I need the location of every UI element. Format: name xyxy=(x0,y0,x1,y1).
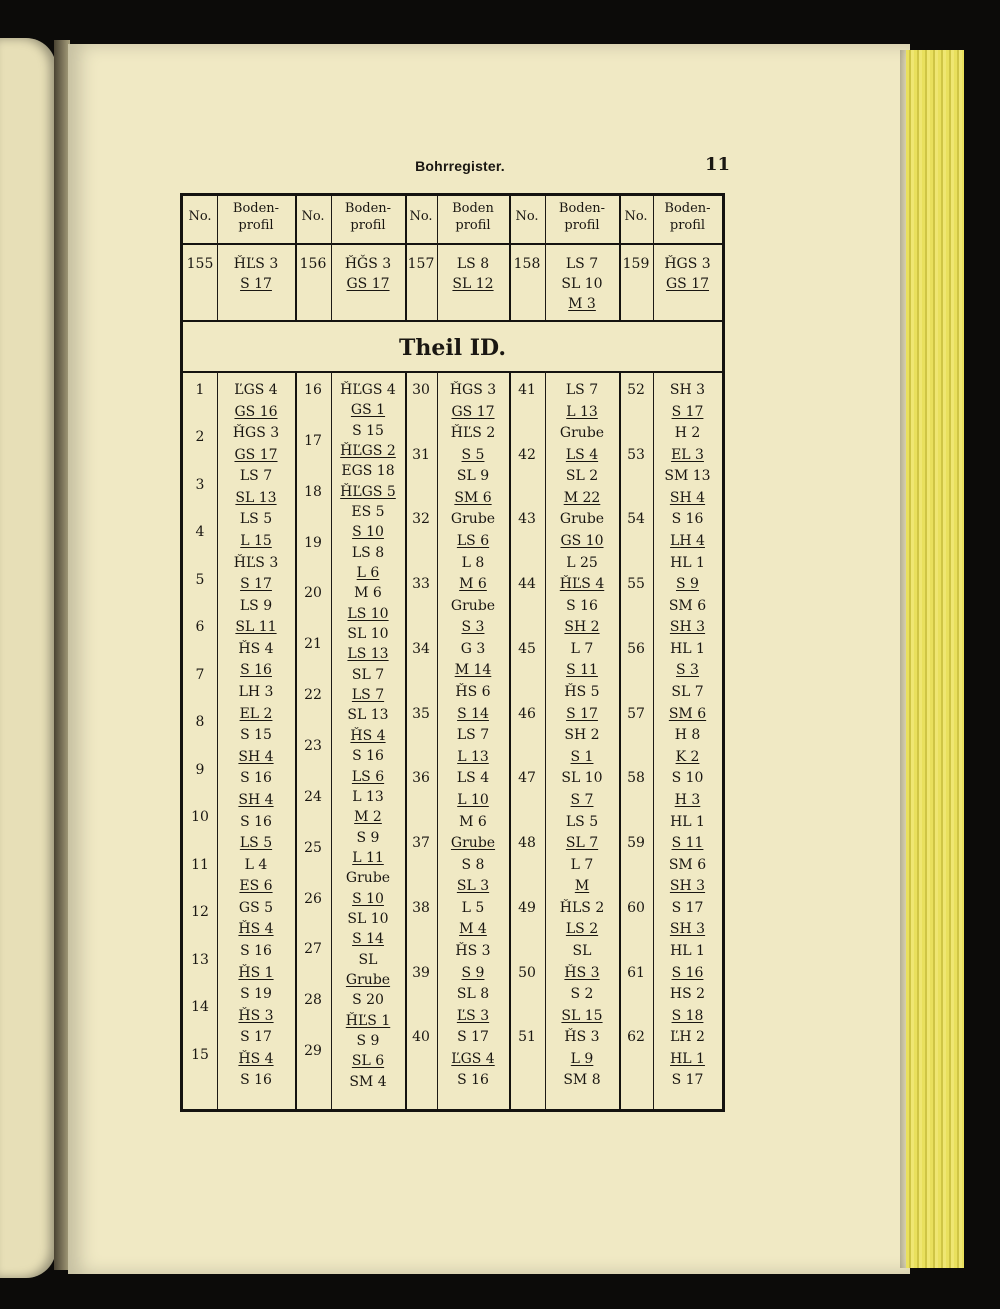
page-edges xyxy=(906,50,964,1268)
soil-profile-line: L 7 xyxy=(570,856,594,873)
soil-profile-line: S 9 xyxy=(356,829,380,846)
soil-profile-line: Grube xyxy=(559,425,605,442)
bore-register-table xyxy=(180,193,725,1112)
entry-number: 21 xyxy=(304,636,322,653)
entry-number: 40 xyxy=(412,1029,430,1046)
header-rule xyxy=(183,243,722,245)
soil-profile-line: M 2 xyxy=(354,809,382,826)
entry-number: 31 xyxy=(412,446,430,463)
soil-profile-line: SL 10 xyxy=(561,770,603,787)
entry-number: 36 xyxy=(412,770,430,787)
soil-profile-line: SL 3 xyxy=(456,878,490,895)
soil-profile-line: S 10 xyxy=(352,524,384,541)
soil-profile-line: ȞS 3 xyxy=(238,1007,274,1024)
soil-profile-line: S 16 xyxy=(240,813,272,830)
soil-profile-line: S 1 xyxy=(570,748,594,765)
soil-profile-line: L 7 xyxy=(570,640,594,657)
soil-profile-line: SH 2 xyxy=(564,619,600,636)
column-rule xyxy=(509,371,511,1109)
entry-number: 55 xyxy=(627,576,645,593)
page-number: 11 xyxy=(704,154,730,175)
soil-profile-line: LS 5 xyxy=(565,813,599,830)
running-title: Bohrregister. xyxy=(415,158,505,174)
soil-profile-line: M 22 xyxy=(563,489,601,506)
entry-number: 41 xyxy=(518,382,536,398)
entry-number: 37 xyxy=(412,835,430,852)
entry-number: 50 xyxy=(518,964,536,981)
soil-profile-line: LS 7 xyxy=(565,382,599,398)
soil-profile-line: ȞĽS 3 xyxy=(233,554,279,571)
entry-number: 12 xyxy=(191,904,209,921)
soil-profile-line: K 2 xyxy=(675,748,700,765)
entry-number: 27 xyxy=(304,941,322,958)
soil-profile-line: L 4 xyxy=(244,856,268,873)
entry-number: 45 xyxy=(518,640,536,657)
soil-profile-line: SL 6 xyxy=(351,1053,385,1070)
entry-number: 9 xyxy=(195,761,205,778)
soil-profile-line: SH 3 xyxy=(669,619,706,636)
soil-profile-line: SL 7 xyxy=(671,684,704,701)
soil-profile-line: L 13 xyxy=(457,748,489,765)
soil-profile-line: SL 10 xyxy=(347,910,389,927)
entry-number: 19 xyxy=(304,534,322,551)
entry-number: 22 xyxy=(304,687,322,704)
entry-number: 42 xyxy=(518,446,536,463)
soil-profile-line: SM 6 xyxy=(668,705,707,722)
entry-number: 52 xyxy=(627,382,645,398)
entry-number: 59 xyxy=(627,835,645,852)
soil-profile-line: ȞS 4 xyxy=(238,1050,274,1067)
soil-profile-line: L 6 xyxy=(356,565,380,582)
soil-profile-line: GS 17 xyxy=(451,403,495,420)
entry-number: 4 xyxy=(195,524,205,541)
soil-profile-line: LS 4 xyxy=(456,770,490,787)
soil-profile-line: S 17 xyxy=(240,576,272,593)
entry-number: 60 xyxy=(627,899,645,916)
entry-number: 15 xyxy=(191,1046,209,1063)
soil-profile-line: EGS 18 xyxy=(341,463,395,480)
soil-profile-line: SM 6 xyxy=(668,856,707,873)
soil-profile-line: S 17 xyxy=(671,403,704,420)
soil-profile-line: ȞĽGS 4 xyxy=(340,382,396,398)
soil-profile-line: SM 4 xyxy=(349,1073,387,1090)
soil-profile-line: SL 10 xyxy=(347,626,389,643)
entry-number: 43 xyxy=(518,511,536,528)
entry-number: 44 xyxy=(518,576,536,593)
soil-profile-line: S 16 xyxy=(671,511,704,528)
soil-profile-line: S 9 xyxy=(461,964,485,981)
entry-number: 13 xyxy=(191,951,209,968)
soil-profile-line: S 2 xyxy=(570,986,594,1003)
header-boden-profil: Boden- profil xyxy=(344,201,392,233)
entry-number: 11 xyxy=(191,856,209,873)
soil-profile-line: S 16 xyxy=(671,964,704,981)
soil-profile-line: SL 13 xyxy=(235,489,277,506)
header-boden-profil: Boden- profil xyxy=(558,201,606,233)
entry-number: 53 xyxy=(627,446,645,463)
soil-profile-line: G 3 xyxy=(460,640,486,657)
entry-number: 155 xyxy=(186,256,214,272)
entry-number: 58 xyxy=(627,770,645,787)
soil-profile-line: ȞS 4 xyxy=(238,921,274,938)
entry-number: 157 xyxy=(407,256,435,272)
soil-profile-line: LS 13 xyxy=(347,646,389,663)
header-boden-profil: Boden profil xyxy=(452,201,494,233)
soil-profile-line: S 20 xyxy=(352,992,384,1009)
entry-number: 23 xyxy=(304,738,322,754)
soil-profile-line: ĽS 3 xyxy=(456,1007,490,1024)
soil-profile-line: ȞS 1 xyxy=(238,964,274,981)
soil-profile-line: SH 2 xyxy=(564,727,600,744)
soil-profile-line: M 6 xyxy=(354,585,382,602)
soil-profile-line: S 10 xyxy=(671,770,704,787)
soil-profile-line: SL xyxy=(572,942,592,959)
soil-profile-line: ȞGS 3 xyxy=(664,256,711,272)
soil-profile-line: SM 13 xyxy=(664,468,711,485)
soil-profile-line: LS 7 xyxy=(239,468,273,485)
soil-profile-line: Grube xyxy=(450,511,496,528)
soil-profile-line: ȞĽGS 5 xyxy=(340,483,396,500)
soil-profile-line: S 16 xyxy=(457,1072,489,1089)
soil-profile-line: SM 8 xyxy=(563,1072,601,1089)
entry-number: 26 xyxy=(304,890,322,907)
entry-number: 8 xyxy=(195,714,205,731)
soil-profile-line: ȞS 4 xyxy=(350,727,386,744)
entry-number: 48 xyxy=(518,835,536,852)
soil-profile-line: ȞĽS 2 xyxy=(450,425,496,442)
header-no: No. xyxy=(409,209,433,224)
entry-number: 156 xyxy=(299,256,327,272)
soil-profile-line: ȞĽGS 2 xyxy=(340,443,396,460)
soil-profile-line: L 13 xyxy=(352,788,384,805)
entry-number: 10 xyxy=(191,809,209,826)
soil-profile-line: S 15 xyxy=(240,727,272,744)
soil-profile-line: S 3 xyxy=(676,662,699,679)
soil-profile-line: M 4 xyxy=(459,921,487,938)
entry-number: 7 xyxy=(195,666,205,683)
soil-profile-line: S 11 xyxy=(671,835,704,852)
soil-profile-line: SL 15 xyxy=(561,1007,603,1024)
entry-number: 33 xyxy=(412,576,430,593)
soil-profile-line: L 11 xyxy=(352,849,384,866)
soil-profile-line: S 11 xyxy=(566,662,598,679)
soil-profile-line: S 5 xyxy=(461,446,485,463)
soil-profile-line: ȞĽS 4 xyxy=(559,576,605,593)
soil-profile-line: H 2 xyxy=(674,425,701,442)
soil-profile-line: HL 1 xyxy=(670,554,705,571)
soil-profile-line: SM 6 xyxy=(668,597,707,614)
entry-number: 30 xyxy=(412,382,430,398)
entry-number: 16 xyxy=(304,382,322,398)
soil-profile-line: S 14 xyxy=(457,705,489,722)
entry-number: 18 xyxy=(304,483,322,500)
entry-number: 56 xyxy=(627,640,645,657)
soil-profile-line: L 10 xyxy=(457,791,489,808)
soil-profile-line: SL 9 xyxy=(456,468,490,485)
column-rule xyxy=(619,371,621,1109)
soil-profile-line: GS 17 xyxy=(234,446,278,463)
soil-profile-line: LS 6 xyxy=(456,533,490,550)
soil-profile-line: LS 4 xyxy=(565,446,599,463)
soil-profile-line: SM 6 xyxy=(454,489,492,506)
soil-profile-line: SH 3 xyxy=(669,878,706,895)
entry-number: 35 xyxy=(412,705,430,722)
soil-profile-line: L 25 xyxy=(566,554,598,571)
entry-number: 46 xyxy=(518,705,536,722)
entry-number: 24 xyxy=(304,788,322,805)
soil-profile-line: S 19 xyxy=(240,986,272,1003)
soil-profile-line: S 9 xyxy=(676,576,699,593)
soil-profile-line: SH 4 xyxy=(238,791,274,808)
soil-profile-line: S 16 xyxy=(240,662,272,679)
entry-number: 32 xyxy=(412,511,430,528)
soil-profile-line: ȞGS 3 xyxy=(232,425,280,442)
soil-profile-line: L 15 xyxy=(240,533,272,550)
entry-number: 62 xyxy=(627,1029,645,1046)
header-no: No. xyxy=(624,209,648,224)
soil-profile-line: HL 1 xyxy=(670,813,705,830)
soil-profile-line: ȞS 3 xyxy=(564,1029,600,1046)
soil-profile-line: S 17 xyxy=(671,899,704,916)
soil-profile-line: M 3 xyxy=(568,296,596,312)
soil-profile-line: ȞS 3 xyxy=(455,942,491,959)
soil-profile-line: ȞĽS 1 xyxy=(345,1012,391,1029)
soil-profile-line: Grube xyxy=(345,870,391,887)
soil-profile-line: H 3 xyxy=(674,791,701,808)
entry-number: 54 xyxy=(627,511,645,528)
header-boden-profil: Boden- profil xyxy=(232,201,280,233)
soil-profile-line: GS 1 xyxy=(350,402,386,419)
header-no: No. xyxy=(515,209,539,224)
entry-number: 39 xyxy=(412,964,430,981)
soil-profile-line: S 9 xyxy=(356,1032,380,1049)
soil-profile-line: ES 5 xyxy=(351,504,385,521)
soil-profile-line: ĽGS 4 xyxy=(451,1050,495,1067)
soil-profile-line: L 13 xyxy=(566,403,598,420)
entry-number: 20 xyxy=(304,585,322,602)
soil-profile-line: LS 5 xyxy=(239,511,273,528)
soil-profile-line: HL 1 xyxy=(670,1050,705,1067)
soil-profile-line: GS 10 xyxy=(560,533,604,550)
soil-profile-line: LS 10 xyxy=(347,605,389,622)
soil-profile-line: HS 2 xyxy=(669,986,706,1003)
soil-profile-line: H 8 xyxy=(674,727,701,744)
entry-number: 57 xyxy=(627,705,645,722)
entry-number: 3 xyxy=(195,476,205,493)
soil-profile-line: SL 10 xyxy=(561,276,603,292)
soil-profile-line: S 14 xyxy=(352,931,384,948)
soil-profile-line: M xyxy=(574,878,590,895)
soil-profile-line: ȞS 4 xyxy=(238,640,274,657)
soil-profile-line: S 7 xyxy=(570,791,594,808)
soil-profile-line: LS 5 xyxy=(239,835,273,852)
entry-number: 159 xyxy=(622,256,650,272)
entry-number: 28 xyxy=(304,992,322,1009)
soil-profile-line: L 5 xyxy=(461,899,485,916)
soil-profile-line: SL 8 xyxy=(456,986,490,1003)
soil-profile-line: GS 17 xyxy=(665,276,710,292)
soil-profile-line: Grube xyxy=(450,597,496,614)
soil-profile-line: ĽGS 4 xyxy=(234,382,278,398)
soil-profile-line: Grube xyxy=(345,971,391,988)
column-rule xyxy=(405,371,407,1109)
soil-profile-line: S 17 xyxy=(457,1029,489,1046)
soil-profile-line: SH 4 xyxy=(238,748,274,765)
soil-profile-line: L 9 xyxy=(570,1050,594,1067)
soil-profile-line: M 14 xyxy=(454,662,492,679)
soil-profile-line: S 17 xyxy=(671,1072,704,1089)
soil-profile-line: LS 6 xyxy=(351,768,385,785)
soil-profile-line: SL 12 xyxy=(452,276,494,292)
soil-profile-line: S 3 xyxy=(461,619,485,636)
soil-profile-line: ȞS 6 xyxy=(455,684,491,701)
entry-number: 14 xyxy=(191,999,209,1016)
entry-number: 158 xyxy=(513,256,541,272)
entry-number: 5 xyxy=(195,571,205,588)
soil-profile-line: SL 11 xyxy=(235,619,277,636)
soil-profile-line: S 18 xyxy=(671,1007,704,1024)
entry-number: 38 xyxy=(412,899,430,916)
soil-profile-line: LS 7 xyxy=(565,256,599,272)
soil-profile-line: SL 2 xyxy=(565,468,599,485)
soil-profile-line: LS 9 xyxy=(239,597,273,614)
soil-profile-line: S 16 xyxy=(352,748,384,765)
soil-profile-line: S 10 xyxy=(352,890,384,907)
soil-profile-line: GS 16 xyxy=(234,403,278,420)
soil-profile-line: LS 7 xyxy=(351,687,385,704)
section-title: Theil ID. xyxy=(399,335,506,361)
soil-profile-line: EL 2 xyxy=(239,705,273,722)
soil-profile-line: HL 1 xyxy=(670,942,705,959)
soil-profile-line: LH 4 xyxy=(670,533,705,550)
soil-profile-line: S 16 xyxy=(240,770,272,787)
soil-profile-line: LS 7 xyxy=(456,727,490,744)
header-no: No. xyxy=(301,209,325,224)
left-page-edge xyxy=(0,38,56,1278)
soil-profile-line: M 6 xyxy=(459,813,487,830)
soil-profile-line: GS 17 xyxy=(346,276,390,292)
soil-profile-line: M 6 xyxy=(459,576,487,593)
soil-profile-line: L 8 xyxy=(461,554,485,571)
soil-profile-line: SH 3 xyxy=(669,921,706,938)
soil-profile-line: Grube xyxy=(559,511,605,528)
soil-profile-line: S 17 xyxy=(240,1029,272,1046)
header-no: No. xyxy=(188,209,212,224)
soil-profile-line: S 16 xyxy=(240,1072,272,1089)
soil-profile-line: LS 2 xyxy=(565,921,599,938)
section-rule-top xyxy=(183,320,722,322)
soil-profile-line: SH 4 xyxy=(669,489,706,506)
soil-profile-line: SL xyxy=(358,951,378,968)
soil-profile-line: ȞGS 3 xyxy=(449,382,497,398)
soil-profile-line: LS 8 xyxy=(351,544,385,561)
soil-profile-line: ȞS 3 xyxy=(564,964,600,981)
soil-profile-line: S 8 xyxy=(461,856,485,873)
soil-profile-line: EL 3 xyxy=(671,446,704,463)
running-head xyxy=(0,154,1000,178)
entry-number: 25 xyxy=(304,839,322,856)
soil-profile-line: S 16 xyxy=(566,597,598,614)
soil-profile-line: GS 5 xyxy=(238,899,274,916)
soil-profile-line: ȞĽS 3 xyxy=(233,256,279,272)
soil-profile-line: S 15 xyxy=(352,422,384,439)
entry-number: 49 xyxy=(518,899,536,916)
header-boden-profil: Boden- profil xyxy=(664,201,711,233)
soil-profile-line: S 17 xyxy=(240,276,272,292)
soil-profile-line: LS 8 xyxy=(456,256,490,272)
entry-number: 1 xyxy=(195,382,205,398)
soil-profile-line: SL 13 xyxy=(347,707,389,724)
entry-number: 47 xyxy=(518,770,536,787)
soil-profile-line: ES 6 xyxy=(239,878,273,895)
soil-profile-line: SL 7 xyxy=(565,835,599,852)
entry-number: 6 xyxy=(195,619,205,636)
soil-profile-line: ȞS 5 xyxy=(564,684,600,701)
soil-profile-line: SH 3 xyxy=(669,382,706,398)
soil-profile-line: S 17 xyxy=(566,705,598,722)
soil-profile-line: SL 7 xyxy=(351,666,385,683)
soil-profile-line: ĽH 2 xyxy=(670,1029,705,1046)
section-rule-bottom xyxy=(183,371,722,373)
soil-profile-line: S 16 xyxy=(240,942,272,959)
entry-number: 51 xyxy=(518,1029,536,1046)
entry-number: 61 xyxy=(627,964,645,981)
soil-profile-line: Grube xyxy=(450,835,496,852)
entry-number: 2 xyxy=(195,429,205,446)
soil-profile-line: LH 3 xyxy=(238,684,274,701)
entry-number: 34 xyxy=(412,640,430,657)
soil-profile-line: HL 1 xyxy=(670,640,705,657)
soil-profile-line: ȞLS 2 xyxy=(559,899,605,916)
soil-profile-line: ȞǦS 3 xyxy=(344,256,392,272)
entry-number: 29 xyxy=(304,1043,322,1060)
entry-number: 17 xyxy=(304,432,322,449)
